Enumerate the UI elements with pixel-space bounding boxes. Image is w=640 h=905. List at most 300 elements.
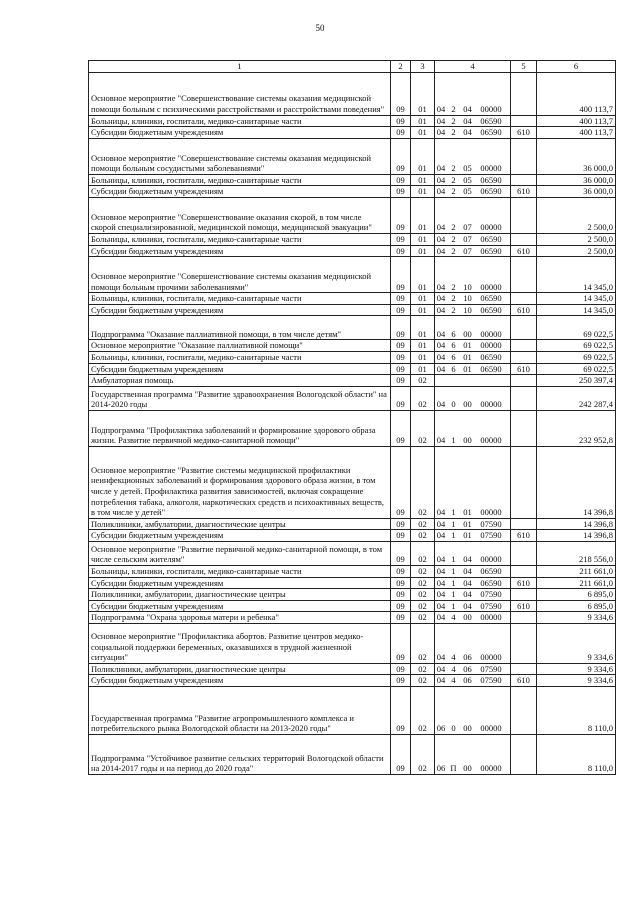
target-article-cell	[435, 245, 511, 257]
expense-type-cell	[511, 138, 537, 174]
target-article-part: 06590	[480, 245, 502, 256]
target-article-part: 04	[436, 589, 446, 600]
target-article-part: 00	[463, 723, 472, 734]
table-row	[89, 127, 616, 139]
expense-type-cell	[511, 197, 537, 233]
target-article-part: 2	[451, 104, 456, 114]
section-code-cell: 09	[391, 245, 411, 257]
row-name-cell: Подпрограмма "Охрана здоровья матери и ребенка"	[89, 612, 391, 624]
target-article-part: 06590	[480, 565, 502, 576]
table-row	[89, 589, 616, 601]
target-article-part: 04	[436, 518, 446, 529]
target-article-part: 2	[451, 186, 456, 197]
target-article-part: 04	[436, 127, 446, 138]
table-row	[89, 340, 616, 352]
target-article-part: 2	[451, 115, 456, 126]
target-article-cell	[435, 589, 511, 601]
target-article-part: 04	[436, 328, 446, 339]
row-name-cell: Больницы, клиники, госпитали, медико-санитарные части	[89, 565, 391, 577]
subsection-code-cell: 02	[411, 687, 435, 735]
subsection-code-cell: 01	[411, 363, 435, 375]
target-article-cell	[435, 375, 511, 387]
target-article-part: 2	[451, 222, 456, 233]
table-row	[89, 410, 616, 446]
target-article-part: 0	[451, 399, 456, 410]
subsection-code-cell: 02	[411, 565, 435, 577]
row-name-cell: Больницы, клиники, госпитали, медико-санитарные части	[89, 351, 391, 363]
target-article-part: 10	[463, 281, 472, 292]
target-article-part: 07590	[480, 600, 502, 611]
target-article-part: 06590	[480, 293, 502, 304]
target-article-part: 06	[463, 663, 472, 674]
target-article-part: 07590	[480, 589, 502, 600]
amount-cell: 69 022,5	[537, 351, 616, 363]
target-article-cell	[435, 186, 511, 198]
target-article-cell	[435, 138, 511, 174]
target-article-part: 2	[451, 245, 456, 256]
target-article-part: 1	[451, 507, 456, 518]
target-article-part: 1	[451, 589, 456, 600]
target-article-part: 04	[436, 245, 446, 256]
row-name-cell: Основное мероприятие "Развитие первичной медико-санитарной помощи, в том числе сельским жителям"	[89, 541, 391, 565]
target-article-part: 2	[451, 293, 456, 304]
subsection-code-cell: 01	[411, 304, 435, 316]
section-code-cell: 09	[391, 351, 411, 363]
subsection-code-cell: 01	[411, 72, 435, 115]
expense-type-cell	[511, 375, 537, 387]
subsection-code-cell: 01	[411, 351, 435, 363]
section-code-cell: 09	[391, 518, 411, 530]
target-article-part: 1	[451, 554, 456, 565]
table-row	[89, 375, 616, 387]
amount-cell: 14 396,8	[537, 530, 616, 542]
target-article-part: 10	[463, 304, 472, 315]
target-article-cell	[435, 127, 511, 139]
row-name-cell: Поликлиники, амбулатории, диагностические центры	[89, 663, 391, 675]
row-name-cell: Основное мероприятие "Оказание паллиативной помощи"	[89, 340, 391, 352]
target-article-part: 04	[436, 293, 446, 304]
amount-cell: 8 110,0	[537, 735, 616, 775]
section-code-cell: 09	[391, 565, 411, 577]
expense-type-cell	[511, 386, 537, 410]
target-article-cell	[435, 600, 511, 612]
table-row	[89, 257, 616, 293]
expense-type-cell	[511, 340, 537, 352]
expense-type-cell	[511, 293, 537, 305]
subsection-code-cell: 02	[411, 735, 435, 775]
table-row	[89, 363, 616, 375]
table-row	[89, 623, 616, 663]
section-code-cell: 09	[391, 293, 411, 305]
row-name-cell: Больницы, клиники, госпитали, медико-санитарные части	[89, 233, 391, 245]
amount-cell: 400 113,7	[537, 127, 616, 139]
subsection-code-cell: 02	[411, 577, 435, 589]
expense-type-cell	[511, 233, 537, 245]
target-article-part: 00000	[480, 281, 502, 292]
target-article-part: 0	[451, 723, 456, 734]
target-article-part: 04	[436, 612, 446, 623]
row-name-cell: Больницы, клиники, госпитали, медико-санитарные части	[89, 293, 391, 305]
target-article-part: 01	[463, 340, 472, 351]
target-article-part: 00000	[480, 222, 502, 233]
target-article-part: 04	[463, 127, 472, 138]
expense-type-cell	[511, 589, 537, 601]
table-body	[89, 72, 616, 774]
subsection-code-cell: 01	[411, 186, 435, 198]
table-row	[89, 446, 616, 518]
row-name-cell: Амбулаторная помощь	[89, 375, 391, 387]
target-article-part: 06	[463, 652, 472, 663]
target-article-cell	[435, 541, 511, 565]
row-name-cell: Поликлиники, амбулатории, диагностические центры	[89, 518, 391, 530]
target-article-part: 00000	[480, 104, 502, 114]
table-row	[89, 530, 616, 542]
expense-type-cell	[511, 446, 537, 518]
section-code-cell: 09	[391, 600, 411, 612]
target-article-part: 04	[436, 507, 446, 518]
target-article-part: 04	[436, 435, 446, 446]
row-name-cell: Государственная программа "Развитие агропромышленного комплекса и потребительского рынка Вологодской области на 2013-2020 годы"	[89, 687, 391, 735]
expense-type-cell	[511, 541, 537, 565]
table-row	[89, 577, 616, 589]
row-name-cell: Подпрограмма "Устойчивое развитие сельских территорий Вологодской области на 2014-2017 годы и на период до 2020 года"	[89, 735, 391, 775]
section-code-cell: 09	[391, 340, 411, 352]
target-article-part: 06590	[480, 363, 502, 374]
target-article-part: 05	[463, 174, 472, 185]
target-article-part: 1	[451, 435, 456, 446]
section-code-cell: 09	[391, 186, 411, 198]
column-header: 1	[89, 61, 391, 73]
target-article-part: 05	[463, 186, 472, 197]
target-article-part: 6	[451, 340, 456, 351]
target-article-part: 04	[436, 363, 446, 374]
table-row	[89, 138, 616, 174]
target-article-part: 05	[463, 163, 472, 174]
target-article-part: 07	[463, 245, 472, 256]
row-name-cell: Субсидии бюджетным учреждениям	[89, 600, 391, 612]
section-code-cell: 09	[391, 363, 411, 375]
expense-type-cell	[511, 257, 537, 293]
table-row	[89, 304, 616, 316]
target-article-part: 04	[436, 652, 446, 663]
subsection-code-cell: 02	[411, 589, 435, 601]
amount-cell: 14 396,8	[537, 446, 616, 518]
target-article-cell	[435, 565, 511, 577]
section-code-cell: 09	[391, 623, 411, 663]
row-name-cell: Основное мероприятие "Совершенствование системы оказания медицинской помощи больным с психическими расстройствами и расстройствами поведения"	[89, 72, 391, 115]
target-article-part: 04	[463, 589, 472, 600]
amount-cell: 14 345,0	[537, 293, 616, 305]
target-article-cell	[435, 675, 511, 687]
target-article-cell	[435, 612, 511, 624]
target-article-cell	[435, 518, 511, 530]
target-article-part: 04	[436, 530, 446, 541]
target-article-part: 00000	[480, 435, 502, 446]
section-code-cell: 09	[391, 410, 411, 446]
column-header: 3	[411, 61, 435, 73]
expense-type-cell: 610	[511, 127, 537, 139]
target-article-cell	[435, 663, 511, 675]
row-name-cell: Основное мероприятие "Совершенствование системы оказания медицинской помощи больным прочими заболеваниями"	[89, 257, 391, 293]
target-article-part: 6	[451, 351, 456, 362]
target-article-part: П	[450, 763, 457, 774]
table-row	[89, 233, 616, 245]
row-name-cell: Больницы, клиники, госпитали, медико-санитарные части	[89, 115, 391, 127]
target-article-part: 1	[451, 565, 456, 576]
expense-type-cell	[511, 518, 537, 530]
subsection-code-cell: 01	[411, 138, 435, 174]
amount-cell: 9 334,6	[537, 612, 616, 624]
target-article-part: 04	[436, 222, 446, 233]
target-article-part: 1	[451, 600, 456, 611]
section-code-cell: 09	[391, 304, 411, 316]
subsection-code-cell: 02	[411, 623, 435, 663]
row-name-cell: Основное мероприятие "Развитие системы медицинской профилактики неинфекционных заболеваний и формирования здорового образа жизни, в том числе у детей. Профилактика развития зависимостей, включая сокращение потребления табака, алкоголя, наркотических средств и психоактивных веществ, в том числе у детей"	[89, 446, 391, 518]
target-article-part: 04	[436, 104, 446, 114]
section-code-cell: 09	[391, 612, 411, 624]
subsection-code-cell: 02	[411, 446, 435, 518]
target-article-part: 04	[436, 565, 446, 576]
section-code-cell: 09	[391, 530, 411, 542]
target-article-part: 01	[463, 518, 472, 529]
table-row	[89, 197, 616, 233]
target-article-part: 1	[451, 518, 456, 529]
target-article-part: 00000	[480, 340, 502, 351]
target-article-part: 01	[463, 507, 472, 518]
target-article-cell	[435, 530, 511, 542]
target-article-part: 04	[463, 565, 472, 576]
target-article-part: 01	[463, 530, 472, 541]
target-article-part: 04	[436, 399, 446, 410]
column-header: 6	[537, 61, 616, 73]
section-code-cell: 09	[391, 127, 411, 139]
target-article-part: 00000	[480, 163, 502, 174]
target-article-part: 06590	[480, 186, 502, 197]
table-header-row	[89, 61, 616, 73]
subsection-code-cell: 01	[411, 197, 435, 233]
expense-type-cell	[511, 612, 537, 624]
row-name-cell: Поликлиники, амбулатории, диагностические центры	[89, 589, 391, 601]
amount-cell: 69 022,5	[537, 363, 616, 375]
target-article-part: 2	[451, 304, 456, 315]
target-article-part: 00	[463, 612, 472, 623]
subsection-code-cell: 02	[411, 663, 435, 675]
amount-cell: 211 661,0	[537, 565, 616, 577]
target-article-part: 00	[463, 763, 472, 774]
amount-cell: 69 022,5	[537, 340, 616, 352]
target-article-part: 4	[451, 612, 456, 623]
subsection-code-cell: 01	[411, 316, 435, 340]
section-code-cell: 09	[391, 446, 411, 518]
target-article-cell	[435, 386, 511, 410]
column-header: 2	[391, 61, 411, 73]
subsection-code-cell: 02	[411, 612, 435, 624]
amount-cell: 36 000,0	[537, 186, 616, 198]
table-row	[89, 735, 616, 775]
target-article-cell	[435, 257, 511, 293]
target-article-part: 01	[463, 363, 472, 374]
target-article-cell	[435, 233, 511, 245]
amount-cell: 400 113,7	[537, 115, 616, 127]
target-article-part: 01	[463, 351, 472, 362]
target-article-part: 07590	[480, 530, 502, 541]
section-code-cell: 09	[391, 663, 411, 675]
subsection-code-cell: 01	[411, 293, 435, 305]
target-article-part: 04	[436, 675, 446, 686]
target-article-cell	[435, 446, 511, 518]
amount-cell: 8 110,0	[537, 687, 616, 735]
target-article-cell	[435, 316, 511, 340]
target-article-part: 00000	[480, 507, 502, 518]
target-article-part: 04	[436, 304, 446, 315]
target-article-part: 04	[463, 600, 472, 611]
table-row	[89, 245, 616, 257]
target-article-part: 04	[436, 554, 446, 565]
target-article-part: 06590	[480, 351, 502, 362]
expense-type-cell: 610	[511, 245, 537, 257]
row-name-cell: Государственная программа "Развитие здравоохранения Вологодской области" на 2014-2020 годы	[89, 386, 391, 410]
table-row	[89, 386, 616, 410]
expense-type-cell: 610	[511, 363, 537, 375]
target-article-part: 04	[436, 174, 446, 185]
target-article-part: 00000	[480, 554, 502, 565]
target-article-part: 00000	[480, 763, 502, 774]
amount-cell: 36 000,0	[537, 174, 616, 186]
expense-type-cell: 610	[511, 675, 537, 687]
target-article-part: 00000	[480, 612, 502, 623]
row-name-cell: Подпрограмма "Оказание паллиативной помощи, в том числе детям"	[89, 316, 391, 340]
section-code-cell: 09	[391, 375, 411, 387]
target-article-part: 04	[436, 281, 446, 292]
amount-cell: 218 556,0	[537, 541, 616, 565]
table-row	[89, 518, 616, 530]
target-article-part: 07590	[480, 518, 502, 529]
expense-type-cell: 610	[511, 530, 537, 542]
amount-cell: 14 345,0	[537, 304, 616, 316]
amount-cell: 232 952,8	[537, 410, 616, 446]
target-article-cell	[435, 735, 511, 775]
expense-type-cell	[511, 735, 537, 775]
row-name-cell: Субсидии бюджетным учреждениям	[89, 186, 391, 198]
expense-type-cell	[511, 663, 537, 675]
target-article-cell	[435, 577, 511, 589]
target-article-part: 6	[451, 328, 456, 339]
table-row	[89, 293, 616, 305]
target-article-part: 06590	[480, 304, 502, 315]
target-article-part: 07	[463, 222, 472, 233]
expense-type-cell: 610	[511, 600, 537, 612]
row-name-cell: Субсидии бюджетным учреждениям	[89, 675, 391, 687]
subsection-code-cell: 01	[411, 245, 435, 257]
target-article-part: 04	[436, 186, 446, 197]
table-row	[89, 351, 616, 363]
row-name-cell: Субсидии бюджетным учреждениям	[89, 363, 391, 375]
expense-type-cell: 610	[511, 186, 537, 198]
target-article-cell	[435, 363, 511, 375]
expense-type-cell	[511, 174, 537, 186]
target-article-cell	[435, 197, 511, 233]
row-name-cell: Основное мероприятие "Профилактика абортов. Развитие центров медико-социальной поддержки беременных, оказавшихся в трудной жизненной ситуации"	[89, 623, 391, 663]
expense-type-cell	[511, 410, 537, 446]
expense-type-cell	[511, 623, 537, 663]
table-row	[89, 72, 616, 115]
target-article-part: 00000	[480, 328, 502, 339]
target-article-part: 04	[463, 554, 472, 565]
target-article-part: 06590	[480, 233, 502, 244]
target-article-part: 00000	[480, 723, 502, 734]
column-header: 4	[435, 61, 511, 73]
amount-cell: 2 500,0	[537, 245, 616, 257]
table-row	[89, 663, 616, 675]
subsection-code-cell: 01	[411, 233, 435, 245]
target-article-cell	[435, 340, 511, 352]
row-name-cell: Субсидии бюджетным учреждениям	[89, 577, 391, 589]
expense-type-cell	[511, 687, 537, 735]
section-code-cell: 09	[391, 386, 411, 410]
target-article-part: 00	[463, 399, 472, 410]
expense-type-cell	[511, 565, 537, 577]
target-article-cell	[435, 410, 511, 446]
target-article-part: 04	[463, 104, 472, 114]
amount-cell: 9 334,6	[537, 663, 616, 675]
amount-cell: 2 500,0	[537, 197, 616, 233]
amount-cell: 242 287,4	[537, 386, 616, 410]
target-article-cell	[435, 687, 511, 735]
table-row	[89, 186, 616, 198]
target-article-cell	[435, 72, 511, 115]
expense-type-cell	[511, 72, 537, 115]
target-article-part: 06	[463, 675, 472, 686]
subsection-code-cell: 02	[411, 675, 435, 687]
target-article-part: 04	[436, 233, 446, 244]
section-code-cell: 09	[391, 687, 411, 735]
table-row	[89, 115, 616, 127]
table-row	[89, 316, 616, 340]
row-name-cell: Подпрограмма "Профилактика заболеваний и формирование здорового образа жизни. Развитие первичной медико-санитарной помощи"	[89, 410, 391, 446]
target-article-part: 04	[436, 115, 446, 126]
row-name-cell: Субсидии бюджетным учреждениям	[89, 530, 391, 542]
target-article-part: 06590	[480, 115, 502, 126]
target-article-part: 04	[436, 351, 446, 362]
section-code-cell: 09	[391, 316, 411, 340]
section-code-cell: 09	[391, 257, 411, 293]
table-row	[89, 565, 616, 577]
row-name-cell: Основное мероприятие "Совершенствование системы оказания медицинской помощи больным сосудистыми заболеваниями"	[89, 138, 391, 174]
section-code-cell: 09	[391, 138, 411, 174]
table-row	[89, 600, 616, 612]
section-code-cell: 09	[391, 675, 411, 687]
amount-cell: 400 113,7	[537, 72, 616, 115]
target-article-part: 04	[436, 163, 446, 174]
target-article-part: 04	[436, 577, 446, 588]
amount-cell: 6 895,0	[537, 589, 616, 601]
row-name-cell: Основное мероприятие "Совершенствование оказания скорой, в том числе скорой специализированной, медицинской помощи, медицинской эвакуации"	[89, 197, 391, 233]
subsection-code-cell: 02	[411, 518, 435, 530]
target-article-part: 07590	[480, 663, 502, 674]
page-number: 50	[315, 23, 325, 33]
expense-type-cell	[511, 351, 537, 363]
target-article-part: 2	[451, 233, 456, 244]
target-article-cell	[435, 304, 511, 316]
target-article-part: 07590	[480, 675, 502, 686]
section-code-cell: 09	[391, 577, 411, 589]
expense-type-cell	[511, 316, 537, 340]
target-article-part: 04	[436, 663, 446, 674]
row-name-cell: Больницы, клиники, госпитали, медико-санитарные части	[89, 174, 391, 186]
target-article-part: 4	[451, 652, 456, 663]
target-article-part: 07	[463, 233, 472, 244]
subsection-code-cell: 01	[411, 127, 435, 139]
